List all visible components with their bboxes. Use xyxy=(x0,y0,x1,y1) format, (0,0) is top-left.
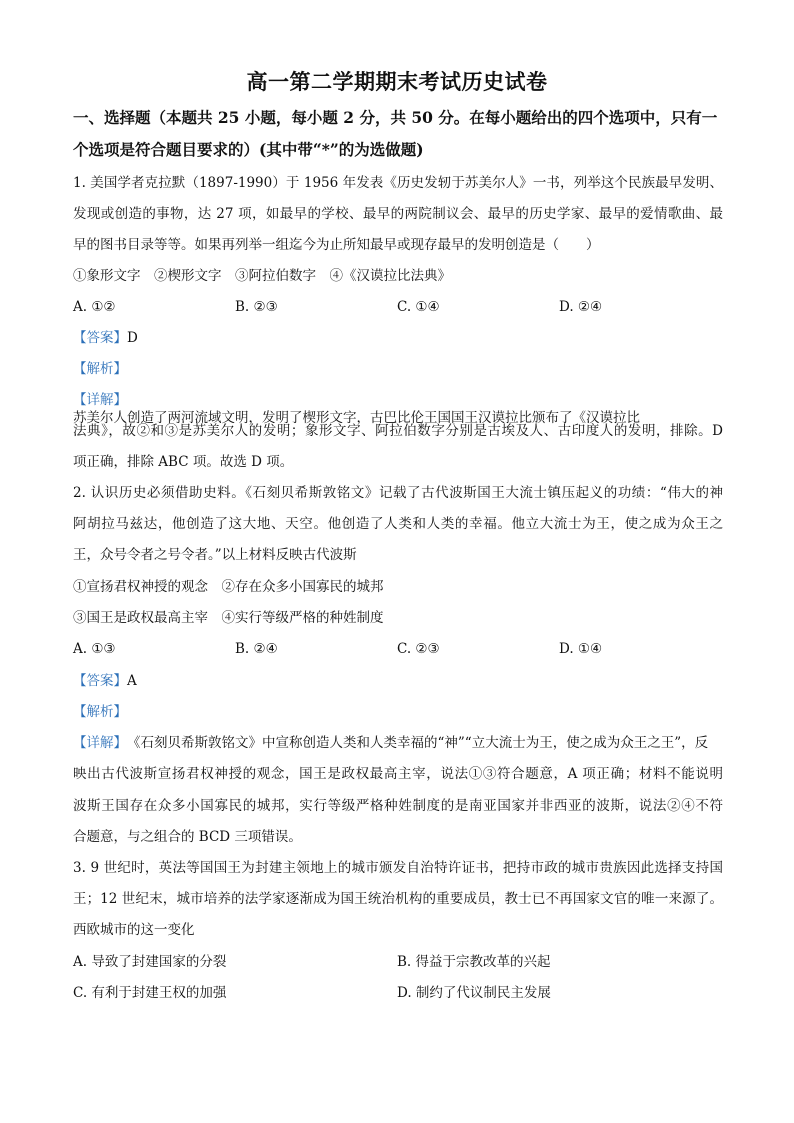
q1-option-c: C. ①④ xyxy=(397,299,440,315)
q3-option-a: A. 导致了封建国家的分裂 xyxy=(73,954,227,970)
q1-stem-line-1: 1. 美国学者克拉默（1897-1990）于 1956 年发表《历史发轫于苏美尔人》一书，列举这个民族最早发明、 xyxy=(73,175,723,191)
page-title: 高一第二学期期末考试历史试卷 xyxy=(246,69,548,94)
q2-option-d: D. ①④ xyxy=(559,641,603,657)
detail-tag: 【详解】 xyxy=(73,392,127,408)
analysis-tag: 【解析】 xyxy=(73,361,127,377)
q1-option-a: A. ①② xyxy=(73,299,116,315)
q3-option-c: C. 有利于封建王权的加强 xyxy=(73,985,227,1001)
q1-detail-line-1 xyxy=(73,391,723,426)
q2-option-a: A. ①③ xyxy=(73,641,116,657)
q3-option-b: B. 得益于宗教改革的兴起 xyxy=(397,954,551,970)
section-heading-line-1: 一、选择题（本题共 25 小题，每小题 2 分，共 50 分。在每小题给出的四个选项中，只有一 xyxy=(73,108,718,127)
q1-detail-line-2: 法典》，故②和③是苏美尔人的发明；象形文字、阿拉伯数字分别是古埃及人、古印度人的发明，排除。D xyxy=(73,423,723,439)
q2-analysis xyxy=(73,703,127,721)
q3-stem-line-3: 西欧城市的这一变化 xyxy=(73,922,195,938)
q2-option-c: C. ②③ xyxy=(397,641,440,657)
q2-detail-line-2: 映出古代波斯宣扬君权神授的观念，国王是政权最高主宰，说法①③符合题意，A 项正确；材料不能说明 xyxy=(73,766,723,782)
q2-answer-value: A xyxy=(127,673,137,689)
q1-stem-line-2: 发现或创造的事物，达 27 项，如最早的学校、最早的两院制议会、最早的历史学家、最早的爱情歌曲、最 xyxy=(73,206,723,222)
q1-stem-line-3: 早的图书目录等等。如果再列举一组迄今为止所知最早或现存最早的发明创造是（ ） xyxy=(73,237,600,253)
q1-items: ①象形文字 ②楔形文字 ③阿拉伯数字 ④《汉谟拉比法典》 xyxy=(73,268,451,284)
q3-option-d: D. 制约了代议制民主发展 xyxy=(397,985,551,1001)
q1-answer xyxy=(73,329,138,347)
q2-stem-line-1: 2. 认识历史必须借助史料。《石刻贝希斯敦铭文》记载了古代波斯国王大流士镇压起义的功绩：“伟大的神 xyxy=(73,485,723,501)
analysis-tag: 【解析】 xyxy=(73,704,127,720)
q2-detail-line-1 xyxy=(73,734,723,752)
q2-stem-line-3: 王，众号令者之号令者。”以上材料反映古代波斯 xyxy=(73,547,357,563)
q2-detail-text-1: 《石刻贝希斯敦铭文》中宣称创造人类和人类幸福的“神”“立大流士为王，使之成为众王之王”，反 xyxy=(127,735,709,751)
q1-detail-text-1: 苏美尔人创造了两河流域文明，发明了楔形文字，古巴比伦王国国王汉谟拉比颁布了《汉谟拉比 xyxy=(73,410,640,426)
q2-answer xyxy=(73,672,137,690)
answer-tag: 【答案】 xyxy=(73,330,127,346)
answer-tag: 【答案】 xyxy=(73,673,127,689)
q2-detail-line-4: 合题意，与之组合的 BCD 三项错误。 xyxy=(73,829,302,845)
q1-detail-line-3: 项正确，排除 ABC 项。故选 D 项。 xyxy=(73,454,294,470)
q1-analysis xyxy=(73,360,127,378)
q2-detail-line-3: 波斯王国存在众多小国寡民的城邦，实行等级严格种姓制度的是南亚国家并非西亚的波斯，说法②④不符 xyxy=(73,798,723,814)
q2-items-line-1: ①宣扬君权神授的观念 ②存在众多小国寡民的城邦 xyxy=(73,579,384,595)
q2-stem-line-2: 阿胡拉马兹达，他创造了这大地、天空。他创造了人类和人类的幸福。他立大流士为王，使之成为众王之 xyxy=(73,516,723,532)
q1-option-b: B. ②③ xyxy=(235,299,278,315)
q3-stem-line-1: 3. 9 世纪时，英法等国国王为封建主领地上的城市颁发自治特许证书，把持市政的城市贵族因此选择支持国 xyxy=(73,860,723,876)
q2-items-line-2: ③国王是政权最高主宰 ④实行等级严格的种姓制度 xyxy=(73,610,384,626)
detail-tag: 【详解】 xyxy=(73,735,127,751)
q2-option-b: B. ②④ xyxy=(235,641,278,657)
section-heading-line-2: 个选项是符合题目要求的）(其中带“*”的为选做题) xyxy=(73,140,424,159)
q3-stem-line-2: 王；12 世纪末，城市培养的法学家逐渐成为国王统治机构的重要成员，教士已不再国家文官的唯一来源了。 xyxy=(73,891,723,907)
q1-option-d: D. ②④ xyxy=(559,299,603,315)
q1-answer-value: D xyxy=(127,330,138,346)
